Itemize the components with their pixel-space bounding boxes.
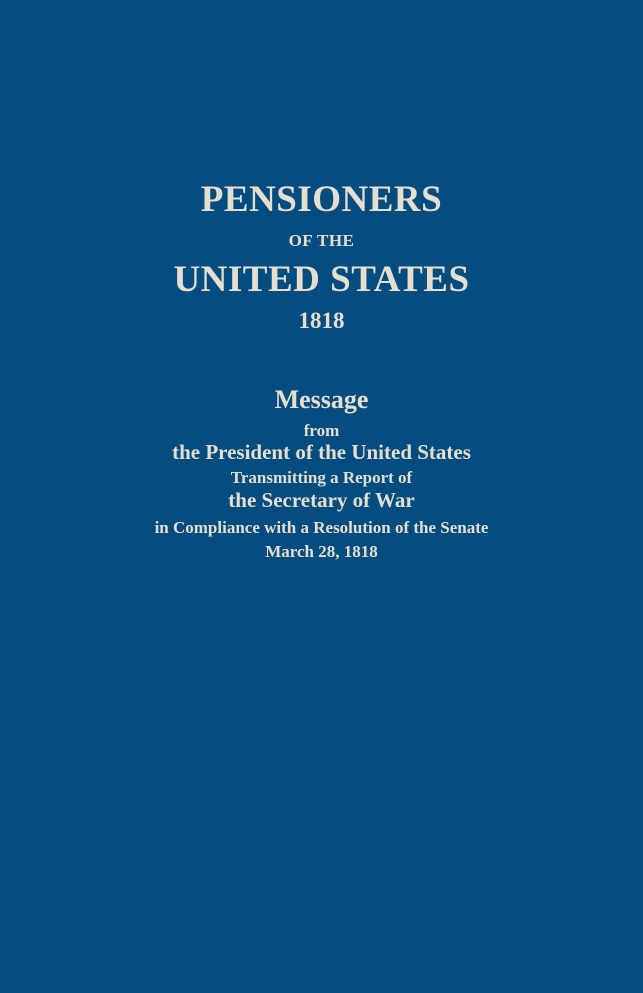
title-pensioners: PENSIONERS [200, 179, 443, 220]
message-transmitting: Transmitting a Report of [230, 468, 413, 487]
message-compliance: in Compliance with a Resolution of the Senate [154, 518, 489, 537]
message-date: March 28, 1818 [265, 542, 378, 561]
title-united-states: UNITED STATES [173, 259, 470, 300]
message-from: from [303, 421, 340, 440]
title-year: 1818 [298, 308, 345, 333]
message-president: the President of the United States [172, 440, 471, 464]
message-secretary: the Secretary of War [228, 488, 415, 512]
message-heading: Message [274, 385, 369, 414]
title-of-the: OF THE [288, 231, 355, 250]
